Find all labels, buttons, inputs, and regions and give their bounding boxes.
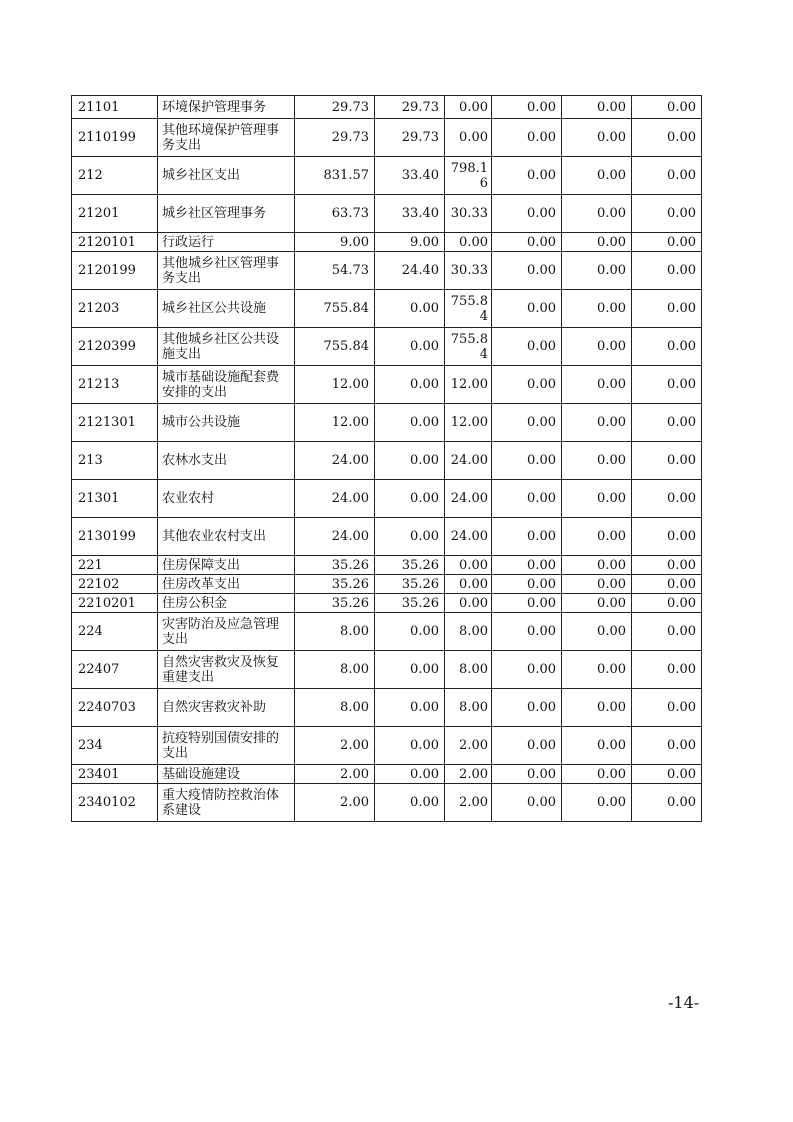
total-cell: 8.00 bbox=[295, 613, 375, 651]
basic-expenditure-cell: 0.00 bbox=[375, 651, 445, 689]
amount-cell-5: 0.00 bbox=[562, 195, 632, 233]
amount-cell-4: 0.00 bbox=[492, 252, 562, 290]
amount-cell-6: 0.00 bbox=[632, 157, 702, 195]
basic-expenditure-cell: 0.00 bbox=[375, 366, 445, 404]
project-expenditure-cell: 8.00 bbox=[445, 613, 492, 651]
table-row bbox=[72, 613, 702, 651]
table-row bbox=[72, 366, 702, 404]
item-code-cell: 234 bbox=[72, 727, 158, 765]
item-code-cell: 2121301 bbox=[72, 404, 158, 442]
item-code-cell: 2240703 bbox=[72, 689, 158, 727]
item-name-cell: 行政运行 bbox=[158, 233, 295, 252]
table-row bbox=[72, 119, 702, 157]
total-cell: 8.00 bbox=[295, 651, 375, 689]
project-expenditure-cell: 12.00 bbox=[445, 366, 492, 404]
amount-cell-6: 0.00 bbox=[632, 252, 702, 290]
table-row bbox=[72, 727, 702, 765]
item-code-cell: 21201 bbox=[72, 195, 158, 233]
total-cell: 24.00 bbox=[295, 518, 375, 556]
item-name-cell: 农业农村 bbox=[158, 480, 295, 518]
item-code-cell: 2130199 bbox=[72, 518, 158, 556]
amount-cell-5: 0.00 bbox=[562, 689, 632, 727]
table-row bbox=[72, 556, 702, 575]
project-expenditure-cell: 0.00 bbox=[445, 594, 492, 613]
amount-cell-6: 0.00 bbox=[632, 328, 702, 366]
total-cell: 9.00 bbox=[295, 233, 375, 252]
project-expenditure-cell: 0.00 bbox=[445, 233, 492, 252]
basic-expenditure-cell: 0.00 bbox=[375, 689, 445, 727]
amount-cell-6: 0.00 bbox=[632, 727, 702, 765]
total-cell: 35.26 bbox=[295, 575, 375, 594]
amount-cell-6: 0.00 bbox=[632, 594, 702, 613]
amount-cell-4: 0.00 bbox=[492, 290, 562, 328]
item-name-cell: 住房保障支出 bbox=[158, 556, 295, 575]
project-expenditure-cell: 24.00 bbox=[445, 518, 492, 556]
amount-cell-6: 0.00 bbox=[632, 442, 702, 480]
amount-cell-6: 0.00 bbox=[632, 195, 702, 233]
item-name-cell: 城市公共设施 bbox=[158, 404, 295, 442]
total-cell: 2.00 bbox=[295, 784, 375, 822]
project-expenditure-cell: 30.33 bbox=[445, 252, 492, 290]
amount-cell-6: 0.00 bbox=[632, 689, 702, 727]
amount-cell-5: 0.00 bbox=[562, 442, 632, 480]
total-cell: 8.00 bbox=[295, 689, 375, 727]
amount-cell-6: 0.00 bbox=[632, 96, 702, 119]
table-row bbox=[72, 252, 702, 290]
amount-cell-4: 0.00 bbox=[492, 366, 562, 404]
item-name-cell: 基础设施建设 bbox=[158, 765, 295, 784]
amount-cell-4: 0.00 bbox=[492, 765, 562, 784]
amount-cell-5: 0.00 bbox=[562, 556, 632, 575]
table-row bbox=[72, 784, 702, 822]
amount-cell-5: 0.00 bbox=[562, 404, 632, 442]
project-expenditure-cell: 8.00 bbox=[445, 651, 492, 689]
item-name-cell: 其他环境保护管理事务支出 bbox=[158, 119, 295, 157]
basic-expenditure-cell: 0.00 bbox=[375, 290, 445, 328]
table-row bbox=[72, 96, 702, 119]
amount-cell-4: 0.00 bbox=[492, 404, 562, 442]
item-name-cell: 城乡社区管理事务 bbox=[158, 195, 295, 233]
basic-expenditure-cell: 0.00 bbox=[375, 442, 445, 480]
basic-expenditure-cell: 0.00 bbox=[375, 404, 445, 442]
amount-cell-6: 0.00 bbox=[632, 613, 702, 651]
item-code-cell: 2340102 bbox=[72, 784, 158, 822]
amount-cell-4: 0.00 bbox=[492, 195, 562, 233]
basic-expenditure-cell: 35.26 bbox=[375, 575, 445, 594]
total-cell: 24.00 bbox=[295, 480, 375, 518]
item-code-cell: 213 bbox=[72, 442, 158, 480]
table-row bbox=[72, 290, 702, 328]
table-body bbox=[72, 96, 702, 822]
item-code-cell: 221 bbox=[72, 556, 158, 575]
item-name-cell: 城乡社区支出 bbox=[158, 157, 295, 195]
item-code-cell: 22407 bbox=[72, 651, 158, 689]
item-code-cell: 2120199 bbox=[72, 252, 158, 290]
amount-cell-6: 0.00 bbox=[632, 480, 702, 518]
amount-cell-5: 0.00 bbox=[562, 119, 632, 157]
table-row bbox=[72, 518, 702, 556]
basic-expenditure-cell: 35.26 bbox=[375, 556, 445, 575]
amount-cell-6: 0.00 bbox=[632, 233, 702, 252]
basic-expenditure-cell: 33.40 bbox=[375, 157, 445, 195]
amount-cell-5: 0.00 bbox=[562, 233, 632, 252]
amount-cell-4: 0.00 bbox=[492, 689, 562, 727]
table-row bbox=[72, 765, 702, 784]
total-cell: 2.00 bbox=[295, 727, 375, 765]
item-name-cell: 其他城乡社区管理事务支出 bbox=[158, 252, 295, 290]
amount-cell-6: 0.00 bbox=[632, 575, 702, 594]
amount-cell-4: 0.00 bbox=[492, 518, 562, 556]
amount-cell-4: 0.00 bbox=[492, 556, 562, 575]
table-row bbox=[72, 594, 702, 613]
total-cell: 63.73 bbox=[295, 195, 375, 233]
table-row bbox=[72, 195, 702, 233]
item-code-cell: 21101 bbox=[72, 96, 158, 119]
project-expenditure-cell: 0.00 bbox=[445, 96, 492, 119]
item-name-cell: 农林水支出 bbox=[158, 442, 295, 480]
amount-cell-5: 0.00 bbox=[562, 784, 632, 822]
project-expenditure-cell: 755.84 bbox=[445, 290, 492, 328]
amount-cell-5: 0.00 bbox=[562, 366, 632, 404]
item-name-cell: 重大疫情防控救治体系建设 bbox=[158, 784, 295, 822]
amount-cell-4: 0.00 bbox=[492, 328, 562, 366]
item-code-cell: 21203 bbox=[72, 290, 158, 328]
page-number: -14- bbox=[668, 993, 700, 1012]
amount-cell-5: 0.00 bbox=[562, 328, 632, 366]
amount-cell-4: 0.00 bbox=[492, 119, 562, 157]
item-code-cell: 212 bbox=[72, 157, 158, 195]
basic-expenditure-cell: 0.00 bbox=[375, 328, 445, 366]
total-cell: 755.84 bbox=[295, 328, 375, 366]
amount-cell-6: 0.00 bbox=[632, 765, 702, 784]
total-cell: 35.26 bbox=[295, 556, 375, 575]
budget-table bbox=[71, 95, 702, 822]
total-cell: 2.00 bbox=[295, 765, 375, 784]
item-name-cell: 城市基础设施配套费安排的支出 bbox=[158, 366, 295, 404]
amount-cell-5: 0.00 bbox=[562, 651, 632, 689]
project-expenditure-cell: 0.00 bbox=[445, 575, 492, 594]
amount-cell-4: 0.00 bbox=[492, 96, 562, 119]
amount-cell-4: 0.00 bbox=[492, 157, 562, 195]
amount-cell-5: 0.00 bbox=[562, 765, 632, 784]
basic-expenditure-cell: 9.00 bbox=[375, 233, 445, 252]
total-cell: 12.00 bbox=[295, 366, 375, 404]
amount-cell-5: 0.00 bbox=[562, 480, 632, 518]
table-row bbox=[72, 442, 702, 480]
item-code-cell: 224 bbox=[72, 613, 158, 651]
item-name-cell: 其他农业农村支出 bbox=[158, 518, 295, 556]
item-code-cell: 21301 bbox=[72, 480, 158, 518]
basic-expenditure-cell: 35.26 bbox=[375, 594, 445, 613]
item-name-cell: 自然灾害救灾及恢复重建支出 bbox=[158, 651, 295, 689]
amount-cell-5: 0.00 bbox=[562, 518, 632, 556]
amount-cell-6: 0.00 bbox=[632, 651, 702, 689]
amount-cell-4: 0.00 bbox=[492, 613, 562, 651]
item-code-cell: 22102 bbox=[72, 575, 158, 594]
basic-expenditure-cell: 29.73 bbox=[375, 96, 445, 119]
amount-cell-5: 0.00 bbox=[562, 290, 632, 328]
project-expenditure-cell: 798.16 bbox=[445, 157, 492, 195]
project-expenditure-cell: 2.00 bbox=[445, 784, 492, 822]
amount-cell-4: 0.00 bbox=[492, 594, 562, 613]
amount-cell-4: 0.00 bbox=[492, 442, 562, 480]
table-row bbox=[72, 480, 702, 518]
basic-expenditure-cell: 0.00 bbox=[375, 765, 445, 784]
project-expenditure-cell: 0.00 bbox=[445, 119, 492, 157]
table-row bbox=[72, 233, 702, 252]
basic-expenditure-cell: 0.00 bbox=[375, 518, 445, 556]
item-name-cell: 住房公积金 bbox=[158, 594, 295, 613]
basic-expenditure-cell: 24.40 bbox=[375, 252, 445, 290]
basic-expenditure-cell: 29.73 bbox=[375, 119, 445, 157]
table-row bbox=[72, 689, 702, 727]
project-expenditure-cell: 24.00 bbox=[445, 480, 492, 518]
project-expenditure-cell: 2.00 bbox=[445, 727, 492, 765]
amount-cell-5: 0.00 bbox=[562, 575, 632, 594]
amount-cell-4: 0.00 bbox=[492, 651, 562, 689]
amount-cell-5: 0.00 bbox=[562, 96, 632, 119]
item-name-cell: 住房改革支出 bbox=[158, 575, 295, 594]
project-expenditure-cell: 12.00 bbox=[445, 404, 492, 442]
project-expenditure-cell: 24.00 bbox=[445, 442, 492, 480]
item-code-cell: 2120101 bbox=[72, 233, 158, 252]
item-name-cell: 其他城乡社区公共设施支出 bbox=[158, 328, 295, 366]
total-cell: 35.26 bbox=[295, 594, 375, 613]
basic-expenditure-cell: 0.00 bbox=[375, 613, 445, 651]
project-expenditure-cell: 30.33 bbox=[445, 195, 492, 233]
table-row bbox=[72, 575, 702, 594]
basic-expenditure-cell: 33.40 bbox=[375, 195, 445, 233]
amount-cell-5: 0.00 bbox=[562, 252, 632, 290]
total-cell: 29.73 bbox=[295, 119, 375, 157]
amount-cell-5: 0.00 bbox=[562, 727, 632, 765]
amount-cell-4: 0.00 bbox=[492, 784, 562, 822]
amount-cell-6: 0.00 bbox=[632, 784, 702, 822]
table-row bbox=[72, 157, 702, 195]
amount-cell-5: 0.00 bbox=[562, 594, 632, 613]
total-cell: 54.73 bbox=[295, 252, 375, 290]
amount-cell-4: 0.00 bbox=[492, 575, 562, 594]
amount-cell-6: 0.00 bbox=[632, 290, 702, 328]
total-cell: 24.00 bbox=[295, 442, 375, 480]
basic-expenditure-cell: 0.00 bbox=[375, 480, 445, 518]
basic-expenditure-cell: 0.00 bbox=[375, 784, 445, 822]
project-expenditure-cell: 8.00 bbox=[445, 689, 492, 727]
amount-cell-4: 0.00 bbox=[492, 727, 562, 765]
amount-cell-6: 0.00 bbox=[632, 518, 702, 556]
item-name-cell: 抗疫特别国债安排的支出 bbox=[158, 727, 295, 765]
total-cell: 12.00 bbox=[295, 404, 375, 442]
item-code-cell: 2110199 bbox=[72, 119, 158, 157]
table-row bbox=[72, 328, 702, 366]
amount-cell-5: 0.00 bbox=[562, 157, 632, 195]
amount-cell-4: 0.00 bbox=[492, 233, 562, 252]
basic-expenditure-cell: 0.00 bbox=[375, 727, 445, 765]
amount-cell-6: 0.00 bbox=[632, 404, 702, 442]
table-row bbox=[72, 651, 702, 689]
item-code-cell: 2120399 bbox=[72, 328, 158, 366]
amount-cell-6: 0.00 bbox=[632, 119, 702, 157]
item-name-cell: 城乡社区公共设施 bbox=[158, 290, 295, 328]
amount-cell-4: 0.00 bbox=[492, 480, 562, 518]
amount-cell-6: 0.00 bbox=[632, 366, 702, 404]
project-expenditure-cell: 755.84 bbox=[445, 328, 492, 366]
amount-cell-5: 0.00 bbox=[562, 613, 632, 651]
item-code-cell: 21213 bbox=[72, 366, 158, 404]
amount-cell-6: 0.00 bbox=[632, 556, 702, 575]
project-expenditure-cell: 2.00 bbox=[445, 765, 492, 784]
total-cell: 29.73 bbox=[295, 96, 375, 119]
item-name-cell: 灾害防治及应急管理支出 bbox=[158, 613, 295, 651]
item-code-cell: 23401 bbox=[72, 765, 158, 784]
total-cell: 755.84 bbox=[295, 290, 375, 328]
item-code-cell: 2210201 bbox=[72, 594, 158, 613]
total-cell: 831.57 bbox=[295, 157, 375, 195]
table-row bbox=[72, 404, 702, 442]
item-name-cell: 环境保护管理事务 bbox=[158, 96, 295, 119]
project-expenditure-cell: 0.00 bbox=[445, 556, 492, 575]
item-name-cell: 自然灾害救灾补助 bbox=[158, 689, 295, 727]
